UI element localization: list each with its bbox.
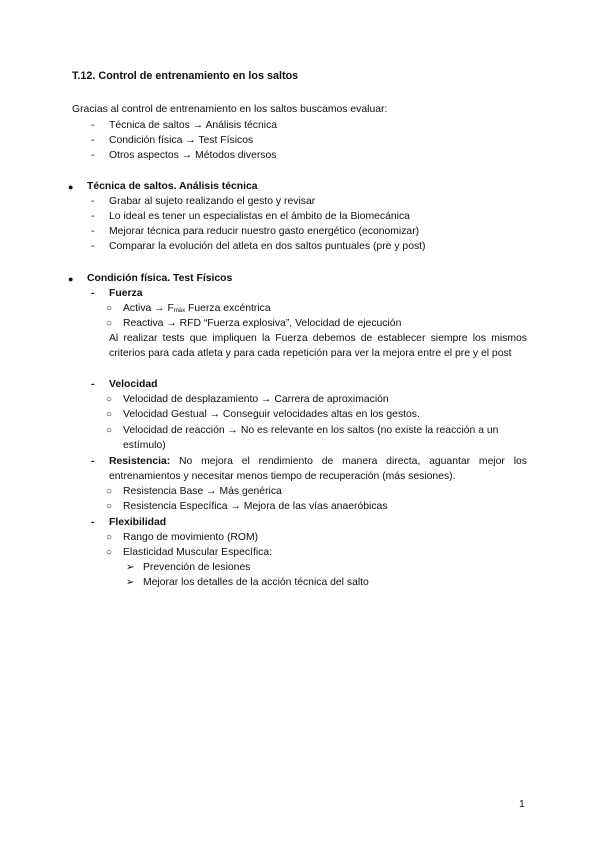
dash-bullet: - bbox=[91, 150, 95, 161]
circle-bullet: ○ bbox=[106, 394, 113, 405]
activa-rest: Fuerza excéntrica bbox=[185, 303, 271, 314]
list-item: Comparar la evolución del atleta en dos saltos puntuales (pre y post) bbox=[109, 241, 426, 252]
list-item: Velocidad de reacción → No es relevante en los saltos (no existe la reacción a un estímulo) bbox=[123, 425, 499, 452]
list-item: Lo ideal es tener un especialistas en el ámbito de la Biomecánica bbox=[109, 211, 410, 222]
dash-bullet: - bbox=[91, 456, 95, 467]
dash-bullet: - bbox=[91, 120, 95, 131]
section-heading: Condición física. Test Físicos bbox=[87, 273, 233, 284]
list-item: Condición física → Test Físicos bbox=[109, 135, 254, 146]
resistencia-text: No mejora el rendimiento de manera directa, aguantar mejor los entrenamientos y necesitar menos tiempo de recuperación (más sesiones). bbox=[109, 456, 527, 483]
dot-bullet: ● bbox=[68, 182, 74, 192]
circle-bullet: ○ bbox=[106, 547, 113, 558]
intro-text: Gracias al control de entrenamiento en los saltos buscamos evaluar: bbox=[72, 104, 388, 115]
circle-bullet: ○ bbox=[106, 532, 113, 543]
list-item: Resistencia Base → Más genérica bbox=[123, 486, 282, 497]
subsection-fuerza: Fuerza bbox=[109, 288, 143, 299]
list-item: Mejorar técnica para reducir nuestro gasto energético (economizar) bbox=[109, 226, 420, 237]
list-item: Resistencia Específica → Mejora de las vías anaeróbicas bbox=[123, 501, 388, 512]
list-item: Elasticidad Muscular Específica: bbox=[123, 547, 272, 558]
dash-bullet: - bbox=[91, 379, 95, 390]
section-heading: Técnica de saltos. Análisis técnica bbox=[87, 181, 258, 192]
list-item: Prevención de lesiones bbox=[143, 562, 251, 573]
activa-text: Activa → F bbox=[123, 303, 174, 314]
circle-bullet: ○ bbox=[106, 303, 113, 314]
max-subscript: máx bbox=[173, 308, 186, 314]
list-item: Mejorar los detalles de la acción técnica del salto bbox=[143, 577, 369, 588]
dash-bullet: - bbox=[91, 211, 95, 222]
subsection-flexibilidad: Flexibilidad bbox=[109, 517, 167, 528]
list-item: Reactiva → RFD “Fuerza explosiva”, Velocidad de ejecución bbox=[123, 318, 402, 329]
dash-bullet: - bbox=[91, 288, 95, 299]
list-item-activa bbox=[123, 301, 271, 316]
dash-bullet: - bbox=[91, 135, 95, 146]
page-title: T.12. Control de entrenamiento en los saltos bbox=[72, 70, 299, 82]
dash-bullet: - bbox=[91, 226, 95, 237]
circle-bullet: ○ bbox=[106, 501, 113, 512]
arrow-bullet: ➢ bbox=[126, 562, 135, 573]
dash-bullet: - bbox=[91, 196, 95, 207]
arrow-bullet: ➢ bbox=[126, 577, 135, 588]
page-number: 1 bbox=[519, 799, 525, 810]
subsection-resistencia: Resistencia: bbox=[109, 456, 171, 467]
resistencia-paragraph bbox=[109, 454, 527, 484]
list-item: Grabar al sujeto realizando el gesto y revisar bbox=[109, 196, 316, 207]
list-item: Velocidad Gestual → Conseguir velocidades altas en los gestos. bbox=[123, 409, 420, 420]
circle-bullet: ○ bbox=[106, 318, 113, 329]
list-item: Técnica de saltos → Análisis técnica bbox=[109, 120, 278, 131]
dash-bullet: - bbox=[91, 517, 95, 528]
list-item: Rango de movimiento (ROM) bbox=[123, 532, 259, 543]
circle-bullet: ○ bbox=[106, 409, 113, 420]
fuerza-note: Al realizar tests que impliquen la Fuerza debemos de establecer siempre los mismos criterios para cada atleta y para cada repetición para ver la mejora entre el pre y el post bbox=[109, 333, 527, 360]
circle-bullet: ○ bbox=[106, 486, 113, 497]
circle-bullet: ○ bbox=[106, 425, 113, 436]
subsection-velocidad: Velocidad bbox=[109, 379, 158, 390]
list-item: Velocidad de desplazamiento → Carrera de aproximación bbox=[123, 394, 389, 405]
dot-bullet: ● bbox=[68, 274, 74, 284]
list-item: Otros aspectos → Métodos diversos bbox=[109, 150, 277, 161]
dash-bullet: - bbox=[91, 241, 95, 252]
